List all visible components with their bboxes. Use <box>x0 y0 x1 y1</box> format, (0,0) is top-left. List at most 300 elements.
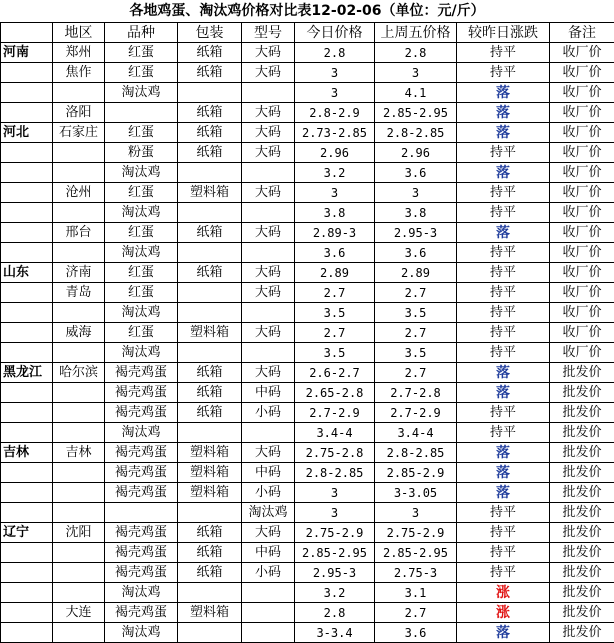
packing-cell <box>178 283 242 303</box>
last-friday-price-cell: 2.85-2.95 <box>375 103 457 123</box>
remark-cell: 收厂价 <box>550 43 614 63</box>
last-friday-price-cell: 2.95-3 <box>375 223 457 243</box>
last-friday-price-cell: 3.4-4 <box>375 423 457 443</box>
today-price-cell: 2.7 <box>295 323 375 343</box>
variety-cell: 粉蛋 <box>105 143 178 163</box>
province-cell: 辽宁 <box>1 523 53 543</box>
today-price-cell: 3.4-4 <box>295 423 375 443</box>
change-cell: 持平 <box>457 263 550 283</box>
city-cell <box>53 383 105 403</box>
change-cell: 落 <box>457 623 550 643</box>
province-cell <box>1 483 53 503</box>
variety-cell: 褐壳鸡蛋 <box>105 563 178 583</box>
province-cell <box>1 563 53 583</box>
packing-cell: 纸箱 <box>178 403 242 423</box>
province-cell <box>1 383 53 403</box>
today-price-cell: 2.8 <box>295 43 375 63</box>
today-price-cell: 2.6-2.7 <box>295 363 375 383</box>
variety-cell: 淘汰鸡 <box>105 83 178 103</box>
city-cell <box>53 483 105 503</box>
table-row <box>1 503 614 523</box>
variety-cell: 褐壳鸡蛋 <box>105 403 178 423</box>
province-cell <box>1 283 53 303</box>
size-cell: 大码 <box>242 263 295 283</box>
change-cell: 落 <box>457 483 550 503</box>
last-friday-price-cell: 2.7-2.8 <box>375 383 457 403</box>
today-price-cell: 3 <box>295 483 375 503</box>
last-friday-price-cell: 3 <box>375 503 457 523</box>
header-cell: 型号 <box>242 23 295 43</box>
packing-cell: 纸箱 <box>178 383 242 403</box>
table-row <box>1 163 614 183</box>
change-cell: 落 <box>457 363 550 383</box>
size-cell: 小码 <box>242 563 295 583</box>
remark-cell: 收厂价 <box>550 263 614 283</box>
packing-cell: 纸箱 <box>178 43 242 63</box>
last-friday-price-cell: 2.8-2.85 <box>375 123 457 143</box>
last-friday-price-cell: 3.8 <box>375 203 457 223</box>
last-friday-price-cell: 3.1 <box>375 583 457 603</box>
province-cell: 河北 <box>1 123 53 143</box>
change-cell: 持平 <box>457 283 550 303</box>
province-cell <box>1 243 53 263</box>
table-row <box>1 63 614 83</box>
variety-cell <box>105 503 178 523</box>
size-cell: 大码 <box>242 323 295 343</box>
last-friday-price-cell: 3 <box>375 183 457 203</box>
city-cell <box>53 543 105 563</box>
variety-cell: 褐壳鸡蛋 <box>105 603 178 623</box>
city-cell <box>53 563 105 583</box>
city-cell: 哈尔滨 <box>53 363 105 383</box>
remark-cell: 批发价 <box>550 403 614 423</box>
change-cell: 持平 <box>457 43 550 63</box>
packing-cell: 塑料箱 <box>178 603 242 623</box>
province-cell <box>1 423 53 443</box>
change-cell: 持平 <box>457 343 550 363</box>
today-price-cell: 3 <box>295 183 375 203</box>
packing-cell <box>178 503 242 523</box>
remark-cell: 批发价 <box>550 543 614 563</box>
last-friday-price-cell: 3.5 <box>375 303 457 323</box>
variety-cell: 褐壳鸡蛋 <box>105 443 178 463</box>
province-cell <box>1 163 53 183</box>
size-cell: 大码 <box>242 123 295 143</box>
packing-cell: 纸箱 <box>178 543 242 563</box>
packing-cell: 纸箱 <box>178 143 242 163</box>
today-price-cell: 3-3.4 <box>295 623 375 643</box>
province-cell <box>1 223 53 243</box>
last-friday-price-cell: 3.6 <box>375 243 457 263</box>
change-cell: 涨 <box>457 583 550 603</box>
remark-cell: 收厂价 <box>550 323 614 343</box>
change-cell: 落 <box>457 383 550 403</box>
header-cell: 上周五价格 <box>375 23 457 43</box>
city-cell <box>53 623 105 643</box>
today-price-cell: 3.5 <box>295 303 375 323</box>
packing-cell: 纸箱 <box>178 223 242 243</box>
table-row <box>1 223 614 243</box>
size-cell <box>242 623 295 643</box>
change-cell: 持平 <box>457 423 550 443</box>
packing-cell <box>178 203 242 223</box>
variety-cell: 淘汰鸡 <box>105 303 178 323</box>
city-cell <box>53 403 105 423</box>
variety-cell: 淘汰鸡 <box>105 583 178 603</box>
city-cell <box>53 243 105 263</box>
table-row <box>1 603 614 623</box>
variety-cell: 淘汰鸡 <box>105 423 178 443</box>
change-cell: 持平 <box>457 63 550 83</box>
last-friday-price-cell: 3.5 <box>375 343 457 363</box>
province-cell: 河南 <box>1 43 53 63</box>
today-price-cell: 2.65-2.8 <box>295 383 375 403</box>
variety-cell: 淘汰鸡 <box>105 243 178 263</box>
table-row <box>1 123 614 143</box>
last-friday-price-cell: 3 <box>375 63 457 83</box>
remark-cell: 收厂价 <box>550 123 614 143</box>
size-cell: 大码 <box>242 103 295 123</box>
today-price-cell: 3.8 <box>295 203 375 223</box>
province-cell <box>1 503 53 523</box>
city-cell: 威海 <box>53 323 105 343</box>
table-row <box>1 83 614 103</box>
variety-cell: 红蛋 <box>105 223 178 243</box>
table-row <box>1 403 614 423</box>
city-cell <box>53 143 105 163</box>
city-cell <box>53 423 105 443</box>
size-cell: 大码 <box>242 43 295 63</box>
last-friday-price-cell: 2.8 <box>375 43 457 63</box>
packing-cell <box>178 303 242 323</box>
province-cell <box>1 583 53 603</box>
last-friday-price-cell: 2.85-2.9 <box>375 463 457 483</box>
change-cell: 涨 <box>457 603 550 623</box>
packing-cell: 塑料箱 <box>178 463 242 483</box>
size-cell: 大码 <box>242 183 295 203</box>
today-price-cell: 2.89-3 <box>295 223 375 243</box>
size-cell: 大码 <box>242 223 295 243</box>
city-cell <box>53 583 105 603</box>
remark-cell: 批发价 <box>550 563 614 583</box>
change-cell: 持平 <box>457 323 550 343</box>
variety-cell: 褐壳鸡蛋 <box>105 363 178 383</box>
header-cell: 较昨日涨跌 <box>457 23 550 43</box>
last-friday-price-cell: 2.89 <box>375 263 457 283</box>
size-cell: 大码 <box>242 523 295 543</box>
packing-cell: 纸箱 <box>178 563 242 583</box>
packing-cell: 塑料箱 <box>178 183 242 203</box>
remark-cell: 收厂价 <box>550 243 614 263</box>
packing-cell: 塑料箱 <box>178 483 242 503</box>
last-friday-price-cell: 2.7 <box>375 363 457 383</box>
header-cell-blank <box>1 23 53 43</box>
table-row <box>1 263 614 283</box>
last-friday-price-cell: 2.7 <box>375 323 457 343</box>
table-row <box>1 243 614 263</box>
header-cell: 地区 <box>53 23 105 43</box>
today-price-cell: 2.95-3 <box>295 563 375 583</box>
size-cell <box>242 603 295 623</box>
header-cell: 今日价格 <box>295 23 375 43</box>
change-cell: 持平 <box>457 563 550 583</box>
city-cell <box>53 163 105 183</box>
size-cell: 大码 <box>242 143 295 163</box>
province-cell <box>1 543 53 563</box>
packing-cell: 纸箱 <box>178 263 242 283</box>
table-row <box>1 343 614 363</box>
province-cell: 吉林 <box>1 443 53 463</box>
city-cell: 济南 <box>53 263 105 283</box>
remark-cell: 批发价 <box>550 363 614 383</box>
city-cell: 石家庄 <box>53 123 105 143</box>
size-cell: 淘汰鸡 <box>242 503 295 523</box>
table-row <box>1 303 614 323</box>
size-cell: 中码 <box>242 543 295 563</box>
today-price-cell: 2.7-2.9 <box>295 403 375 423</box>
remark-cell: 批发价 <box>550 383 614 403</box>
change-cell: 落 <box>457 103 550 123</box>
change-cell: 持平 <box>457 403 550 423</box>
remark-cell: 批发价 <box>550 423 614 443</box>
sheet-title: 各地鸡蛋、淘汰鸡价格对比表12-02-06（单位：元/斤） <box>0 0 614 22</box>
today-price-cell: 2.85-2.95 <box>295 543 375 563</box>
variety-cell: 淘汰鸡 <box>105 343 178 363</box>
packing-cell <box>178 163 242 183</box>
size-cell <box>242 163 295 183</box>
city-cell: 洛阳 <box>53 103 105 123</box>
table-row <box>1 423 614 443</box>
remark-cell: 收厂价 <box>550 143 614 163</box>
packing-cell: 纸箱 <box>178 123 242 143</box>
province-cell <box>1 183 53 203</box>
variety-cell: 褐壳鸡蛋 <box>105 523 178 543</box>
size-cell: 大码 <box>242 443 295 463</box>
packing-cell <box>178 583 242 603</box>
size-cell <box>242 303 295 323</box>
remark-cell: 批发价 <box>550 623 614 643</box>
variety-cell: 褐壳鸡蛋 <box>105 483 178 503</box>
province-cell <box>1 343 53 363</box>
table-row <box>1 563 614 583</box>
size-cell <box>242 243 295 263</box>
size-cell <box>242 343 295 363</box>
packing-cell: 塑料箱 <box>178 443 242 463</box>
table-row <box>1 483 614 503</box>
table-row <box>1 443 614 463</box>
change-cell: 落 <box>457 443 550 463</box>
size-cell: 小码 <box>242 483 295 503</box>
packing-cell: 塑料箱 <box>178 323 242 343</box>
last-friday-price-cell: 2.85-2.95 <box>375 543 457 563</box>
city-cell: 邢台 <box>53 223 105 243</box>
city-cell: 青岛 <box>53 283 105 303</box>
variety-cell: 红蛋 <box>105 323 178 343</box>
header-cell: 品种 <box>105 23 178 43</box>
size-cell: 大码 <box>242 63 295 83</box>
change-cell: 持平 <box>457 183 550 203</box>
today-price-cell: 2.89 <box>295 263 375 283</box>
today-price-cell: 2.96 <box>295 143 375 163</box>
remark-cell: 收厂价 <box>550 63 614 83</box>
province-cell <box>1 603 53 623</box>
today-price-cell: 3.2 <box>295 163 375 183</box>
today-price-cell: 3 <box>295 503 375 523</box>
size-cell: 大码 <box>242 363 295 383</box>
province-cell <box>1 83 53 103</box>
table-row <box>1 183 614 203</box>
table-row <box>1 143 614 163</box>
packing-cell: 纸箱 <box>178 63 242 83</box>
price-table <box>0 22 614 643</box>
province-cell: 黑龙江 <box>1 363 53 383</box>
last-friday-price-cell: 2.96 <box>375 143 457 163</box>
change-cell: 落 <box>457 123 550 143</box>
province-cell <box>1 203 53 223</box>
table-row <box>1 463 614 483</box>
size-cell: 中码 <box>242 463 295 483</box>
change-cell: 持平 <box>457 543 550 563</box>
size-cell <box>242 83 295 103</box>
variety-cell: 淘汰鸡 <box>105 623 178 643</box>
remark-cell: 批发价 <box>550 463 614 483</box>
remark-cell: 收厂价 <box>550 163 614 183</box>
variety-cell: 褐壳鸡蛋 <box>105 543 178 563</box>
remark-cell: 收厂价 <box>550 103 614 123</box>
size-cell: 中码 <box>242 383 295 403</box>
province-cell <box>1 103 53 123</box>
today-price-cell: 3 <box>295 63 375 83</box>
variety-cell: 红蛋 <box>105 183 178 203</box>
remark-cell: 批发价 <box>550 523 614 543</box>
today-price-cell: 3.5 <box>295 343 375 363</box>
city-cell: 大连 <box>53 603 105 623</box>
table-row <box>1 543 614 563</box>
change-cell: 持平 <box>457 243 550 263</box>
last-friday-price-cell: 2.7 <box>375 603 457 623</box>
province-cell <box>1 623 53 643</box>
remark-cell: 收厂价 <box>550 283 614 303</box>
variety-cell: 红蛋 <box>105 263 178 283</box>
remark-cell: 批发价 <box>550 503 614 523</box>
city-cell <box>53 303 105 323</box>
today-price-cell: 2.73-2.85 <box>295 123 375 143</box>
variety-cell: 淘汰鸡 <box>105 163 178 183</box>
city-cell <box>53 503 105 523</box>
change-cell: 落 <box>457 463 550 483</box>
remark-cell: 收厂价 <box>550 223 614 243</box>
last-friday-price-cell: 2.7-2.9 <box>375 403 457 423</box>
variety-cell: 褐壳鸡蛋 <box>105 383 178 403</box>
packing-cell: 纸箱 <box>178 103 242 123</box>
last-friday-price-cell: 3.6 <box>375 163 457 183</box>
table-row <box>1 523 614 543</box>
variety-cell: 红蛋 <box>105 283 178 303</box>
size-cell: 小码 <box>242 403 295 423</box>
city-cell: 焦作 <box>53 63 105 83</box>
packing-cell: 纸箱 <box>178 363 242 383</box>
change-cell: 持平 <box>457 503 550 523</box>
today-price-cell: 2.8-2.9 <box>295 103 375 123</box>
size-cell <box>242 583 295 603</box>
city-cell <box>53 203 105 223</box>
change-cell: 落 <box>457 223 550 243</box>
header-row <box>1 23 614 43</box>
change-cell: 落 <box>457 83 550 103</box>
table-row <box>1 583 614 603</box>
table-row <box>1 363 614 383</box>
table-row <box>1 623 614 643</box>
province-cell: 山东 <box>1 263 53 283</box>
size-cell: 大码 <box>242 283 295 303</box>
table-row <box>1 283 614 303</box>
change-cell: 持平 <box>457 203 550 223</box>
packing-cell <box>178 83 242 103</box>
packing-cell: 纸箱 <box>178 523 242 543</box>
city-cell: 吉林 <box>53 443 105 463</box>
province-cell <box>1 303 53 323</box>
table-row <box>1 203 614 223</box>
variety-cell: 褐壳鸡蛋 <box>105 463 178 483</box>
remark-cell: 批发价 <box>550 443 614 463</box>
today-price-cell: 3.6 <box>295 243 375 263</box>
today-price-cell: 2.75-2.9 <box>295 523 375 543</box>
city-cell <box>53 343 105 363</box>
city-cell: 沈阳 <box>53 523 105 543</box>
province-cell <box>1 143 53 163</box>
variety-cell <box>105 103 178 123</box>
change-cell: 持平 <box>457 303 550 323</box>
change-cell: 持平 <box>457 523 550 543</box>
size-cell <box>242 203 295 223</box>
change-cell: 持平 <box>457 143 550 163</box>
last-friday-price-cell: 2.75-3 <box>375 563 457 583</box>
variety-cell: 红蛋 <box>105 123 178 143</box>
today-price-cell: 2.8 <box>295 603 375 623</box>
remark-cell: 收厂价 <box>550 83 614 103</box>
today-price-cell: 3.2 <box>295 583 375 603</box>
remark-cell: 收厂价 <box>550 343 614 363</box>
last-friday-price-cell: 3.6 <box>375 623 457 643</box>
packing-cell <box>178 423 242 443</box>
last-friday-price-cell: 3-3.05 <box>375 483 457 503</box>
remark-cell: 批发价 <box>550 583 614 603</box>
last-friday-price-cell: 2.75-2.9 <box>375 523 457 543</box>
last-friday-price-cell: 2.8-2.85 <box>375 443 457 463</box>
province-cell <box>1 63 53 83</box>
variety-cell: 红蛋 <box>105 63 178 83</box>
city-cell: 沧州 <box>53 183 105 203</box>
city-cell: 郑州 <box>53 43 105 63</box>
table-row <box>1 43 614 63</box>
last-friday-price-cell: 4.1 <box>375 83 457 103</box>
table-row <box>1 383 614 403</box>
packing-cell <box>178 623 242 643</box>
variety-cell: 淘汰鸡 <box>105 203 178 223</box>
remark-cell: 收厂价 <box>550 183 614 203</box>
today-price-cell: 3 <box>295 83 375 103</box>
table-row <box>1 323 614 343</box>
province-cell <box>1 323 53 343</box>
today-price-cell: 2.75-2.8 <box>295 443 375 463</box>
city-cell <box>53 83 105 103</box>
city-cell <box>53 463 105 483</box>
remark-cell: 批发价 <box>550 483 614 503</box>
table-row <box>1 103 614 123</box>
today-price-cell: 2.7 <box>295 283 375 303</box>
size-cell <box>242 423 295 443</box>
header-cell: 备注 <box>550 23 614 43</box>
